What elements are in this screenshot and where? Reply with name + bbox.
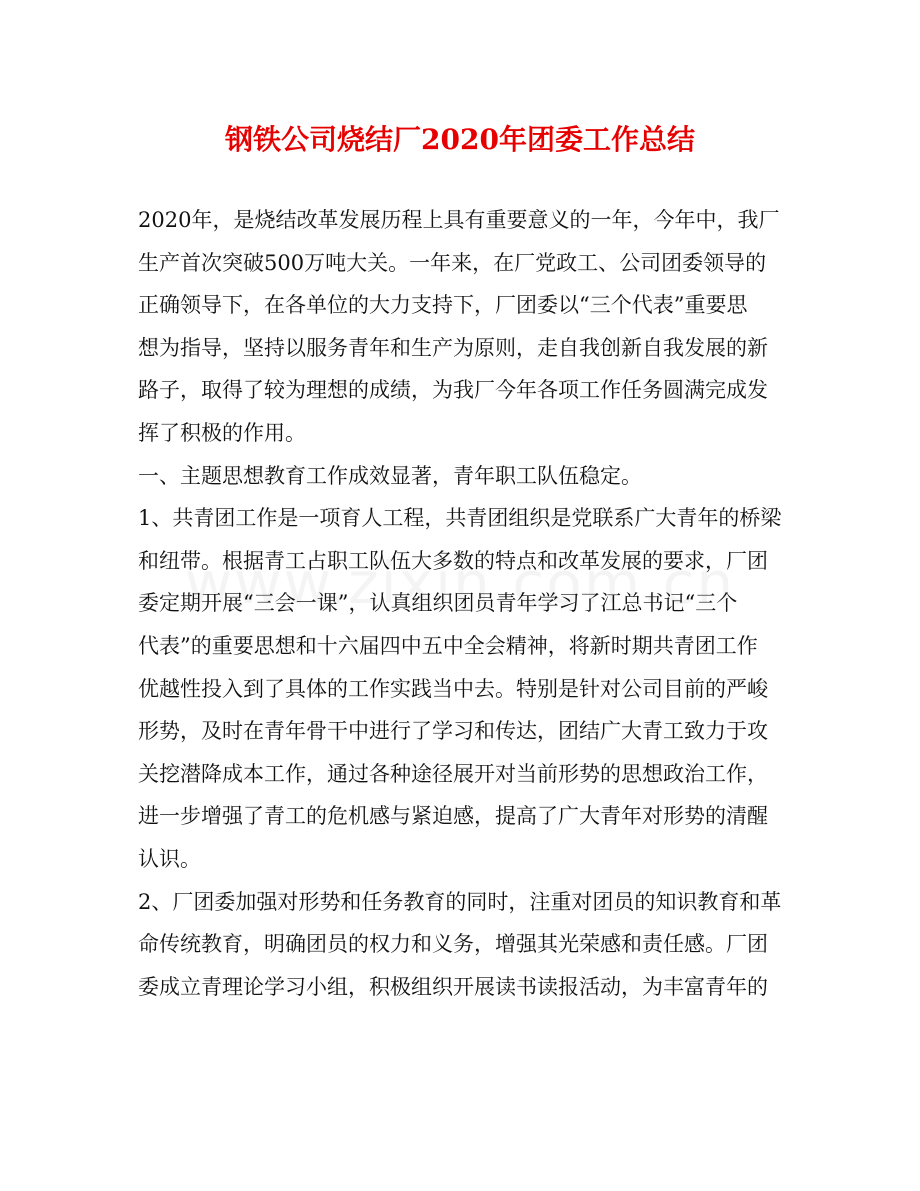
body-line: 命传统教育，明确团员的权力和义务，增强其光荣感和责任感。厂团 [138,932,768,957]
body-line: 代表”的重要思想和十六届四中五中全会精神，将新时期共青团工作 [138,633,758,658]
document-title: 钢铁公司烧结厂2020年团委工作总结 [225,123,695,156]
body-line: 优越性投入到了具体的工作实践当中去。特别是针对公司目前的严峻 [138,676,768,701]
body-line: 认识。 [138,846,201,871]
body-line: 形势，及时在青年骨干中进行了学习和传达，团结广大青工致力于攻 [138,719,768,744]
body-line: 2、厂团委加强对形势和任务教育的同时，注重对团员的知识教育和革 [138,889,782,914]
body-line: 挥了积极的作用。 [138,420,306,445]
body-line: 委成立青理论学习小组，积极组织开展读书读报活动，为丰富青年的 [138,974,768,999]
document-body [138,199,783,1008]
section-heading: 一、主题思想教育工作成效显著，青年职工队伍稳定。 [138,463,642,488]
body-line: 路子，取得了较为理想的成绩，为我厂今年各项工作任务圆满完成发 [138,378,768,403]
body-line: 生产首次突破500万吨大关。一年来，在厂党政工、公司团委领导的 [138,250,767,275]
body-line: 关挖潜降成本工作，通过各种途径展开对当前形势的思想政治工作， [138,761,768,786]
body-line: 想为指导，坚持以服务青年和生产为原则，走自我创新自我发展的新 [138,335,768,360]
body-line: 2020年，是烧结改革发展历程上具有重要意义的一年，今年中，我厂 [138,208,780,232]
body-line: 正确领导下，在各单位的大力支持下，厂团委以“三个代表”重要思 [138,293,748,318]
body-line: 1、共青团工作是一项育人工程，共青团组织是党联系广大青年的桥梁 [138,506,782,531]
body-line: 委定期开展“三会一课”，认真组织团员青年学习了江总书记“三个 [138,591,738,616]
body-line: 和纽带。根据青工占职工队伍大多数的特点和改革发展的要求，厂团 [138,548,768,573]
body-line: 进一步增强了青工的危机感与紧迫感，提高了广大青年对形势的清醒 [138,804,768,829]
